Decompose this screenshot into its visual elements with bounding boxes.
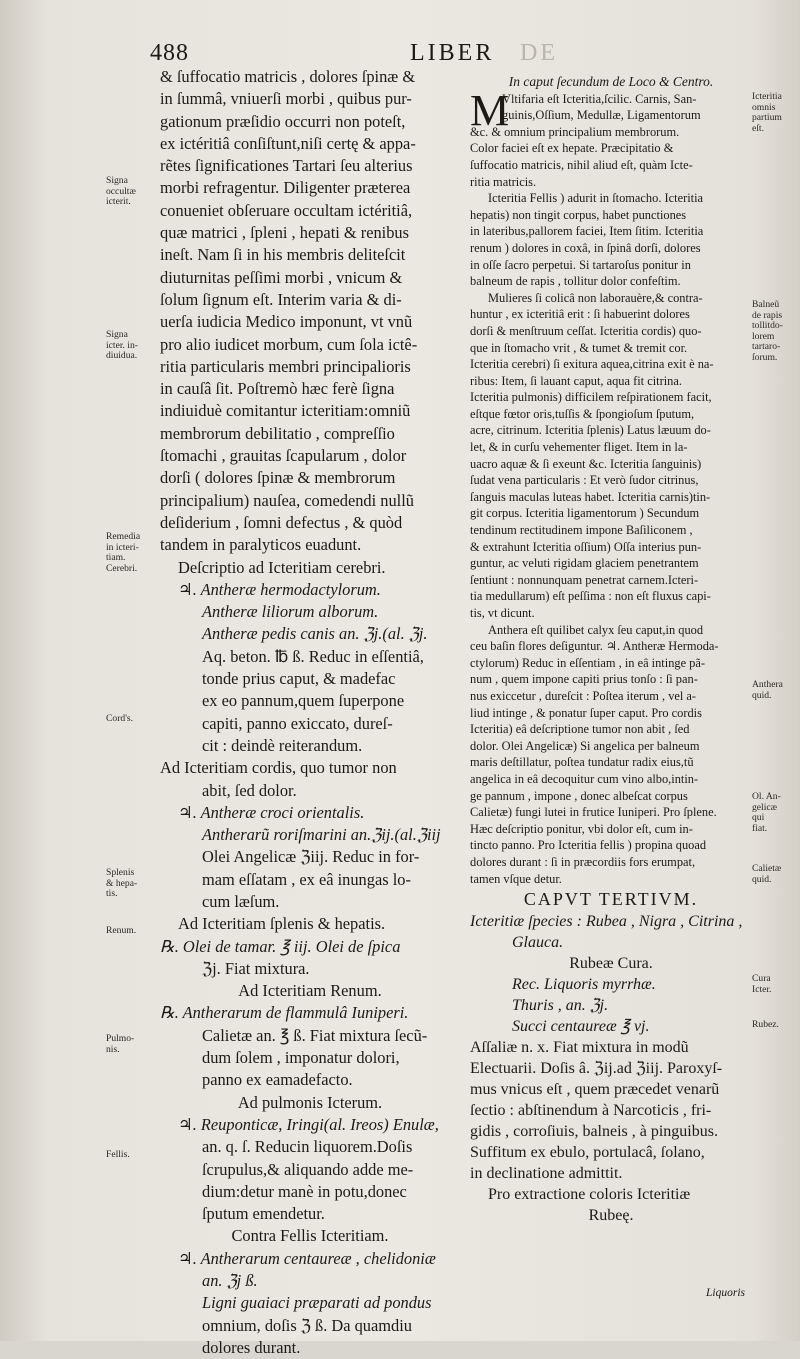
margin-note-line: Calietæ <box>752 863 782 874</box>
margin-note-line: Fellis. <box>106 1149 130 1160</box>
text-line: ſentiunt : nonnunquam penetrat carnem.Icteri- <box>470 572 699 587</box>
text-line: dolores durant. <box>202 1337 301 1357</box>
text-line: tincto panno. Pro Icteritia fellis ) propina quoad <box>470 838 707 853</box>
text-line: deſiderium , ſomni defectus , & quòd <box>160 512 403 532</box>
text-line: & extrahunt Icteritia oſſium) Oſſa interius pun- <box>470 539 702 554</box>
margin-note-line: omnis <box>752 101 776 113</box>
text-line: uacro aquæ & ſi exeunt &c. Icteritia ſanguinis) <box>470 456 702 471</box>
text-line: Antheræ liliorum alborum. <box>202 602 379 622</box>
text-line: ex eo pannum,quem ſuperpone <box>202 691 405 711</box>
text-line: ceu baſin flores deſiguntur. ♃. Antheræ Hermoda- <box>470 639 719 654</box>
text-line: Deſcriptio ad Icteritiam cerebri. <box>178 557 386 577</box>
text-line: dolor. Olei Angelicæ) Si angelica per balneum <box>470 738 700 753</box>
margin-note-line: tiam. <box>106 552 126 563</box>
margin-note-line: Cord's. <box>106 713 134 724</box>
text-line: maris deſtillatur, poſtea tundatur radix eius,tũ <box>470 755 694 770</box>
text-line: Calietæ) fungi lutei in frutice Iuniperi. Pro ſplene. <box>470 805 717 820</box>
page-number: 488 <box>150 40 189 66</box>
text-line: in oſſe ſacro perpetui. Si tartaroſus ponitur in <box>470 257 691 272</box>
text-line: Electuarii. Doſis â. ℨij.ad ℨiij. Paroxyſ- <box>470 1060 723 1078</box>
text-line: cum læſum. <box>202 891 280 911</box>
margin-note <box>752 792 798 834</box>
margin-note-line: Cerebri. <box>106 562 138 574</box>
margin-note <box>106 1034 156 1055</box>
text-line: eſtque fœtor oris,tuſſis & ſpongioſum ſputum, <box>470 406 695 421</box>
margin-note-line: quid. <box>752 689 772 701</box>
margin-note-line: Rubez. <box>752 1019 779 1030</box>
text-line: uerſa iudicia Medico imponunt, vt vnũ <box>160 312 413 332</box>
margin-note-line: Splenis <box>106 867 135 878</box>
text-line: Aſſaliæ n. x. Fiat mixtura in modũ <box>470 1039 689 1057</box>
margin-note-line: partium <box>752 112 782 123</box>
text-line: Rubeę. <box>588 1207 634 1225</box>
text-line: dium:detur manè in potu,donec <box>202 1181 407 1201</box>
margin-note-line: Icter. <box>752 983 772 995</box>
text-line: Vltifaria eſt Icteritia,ſcilic. Carnis, San- <box>502 91 697 106</box>
margin-note <box>752 92 798 134</box>
margin-note <box>106 714 156 725</box>
text-line: ℞. Olei de tamar. ℥ iij. Olei de ſpica <box>160 936 401 956</box>
margin-note-line: Balneũ <box>752 299 780 310</box>
text-line: rẽtes ſignificationes Tartari ſeu alterius <box>160 156 413 176</box>
text-line: an. ℨj ß. <box>202 1271 258 1291</box>
text-line: que in ſtomacho vrit , & tumet & tremit cor. <box>470 340 688 355</box>
text-line: gationum præſidio occurri non poteſt, <box>160 111 406 131</box>
margin-note-line: tartaro- <box>752 341 781 352</box>
text-line: hepatis) non tingit corpus, habet punctiones <box>470 207 687 222</box>
text-line: tia medullarum) eſt peſſima : non eſt fluxus capi- <box>470 589 711 604</box>
text-line: Icteritiæ ſpecies : Rubea , Nigra , Citrina , <box>470 913 743 931</box>
text-line: ctylorum) Reduc in eſſentiam , in eâ intinge pã- <box>470 655 706 670</box>
margin-note <box>752 680 798 701</box>
text-line: acre, citrinum. Icteritia ſplenis) Latus læuum do- <box>470 423 711 438</box>
text-line: Rubeæ Cura. <box>569 955 653 973</box>
text-line: Contra Fellis Icteritiam. <box>231 1226 389 1246</box>
margin-note-line: Signa <box>106 329 128 340</box>
margin-note-line: Signa <box>106 175 128 186</box>
text-line: Antherarũ roriſmarini an.ℨij.(al.ℨiij <box>202 825 441 845</box>
text-line: capiti, panno exiccato, dureſ- <box>202 713 393 733</box>
text-line: principalium) nauſea, comedendi nullũ <box>160 490 414 510</box>
margin-note-line: Anthera <box>752 679 783 690</box>
text-line: ♃. Antherarum centaureæ , chelidoniæ <box>178 1248 436 1268</box>
text-line: ribus: Item, ſi lauant caput, aqua fit citrina. <box>470 373 682 388</box>
text-line: ♃. Antheræ croci orientalis. <box>178 802 365 822</box>
text-line: ſuffocatio matricis, nihil aliud eſt, quàm Icte- <box>470 157 693 172</box>
margin-note <box>106 176 156 208</box>
margin-note-line: in icteri- <box>106 541 139 553</box>
text-line: Antheræ pedis canis an. ℨj.(al. ℨj. <box>202 624 428 644</box>
text-line: ſolum ſignum eſt. Interim varia & di- <box>160 289 402 309</box>
text-line: in ſummâ, vniuerſi morbi , quibus pur- <box>160 89 412 109</box>
margin-note-line: Icteritia <box>752 91 782 102</box>
margin-note-line: Renum. <box>106 925 137 936</box>
text-line: ritia matricis. <box>470 174 537 189</box>
text-line: diuturnitas peſſimi morbi , vnicum & <box>160 267 403 287</box>
text-line: ſanguis maculas luteas habet. Icteritia carnis)tin- <box>470 489 711 504</box>
text-line: Aq. beton. ℔ ß. Reduc in eſſentiâ, <box>202 646 424 666</box>
margin-note <box>106 926 156 937</box>
margin-note-line: occultæ <box>106 185 136 197</box>
text-line: Icteritia Fellis ) adurit in ſtomacho. Icteritia <box>488 191 704 206</box>
text-line: dolores durant : ſi in præcordiis fors erumpat, <box>470 854 696 869</box>
margin-note <box>106 330 156 362</box>
text-line: Succi centaureæ ℥ vj. <box>512 1018 650 1036</box>
text-line: Calietæ an. ℥ ß. Fiat mixtura ſecũ- <box>202 1025 428 1045</box>
text-line: an. q. ſ. Reducin liquorem.Doſis <box>202 1137 413 1157</box>
text-line: membrorum debilitatio , compreſſio <box>160 423 395 443</box>
margin-note-line: tollitdo- <box>752 320 783 331</box>
text-line: Icteritia) eâ deſcriptione tumor non abit , ſed <box>470 722 690 737</box>
margin-note-line: lorem <box>752 330 775 342</box>
text-line: Icteritia cerebri) ſi exitura aquea,citrina exit è na- <box>470 357 714 372</box>
margin-note-line: Pulmo- <box>106 1033 135 1044</box>
text-line: angelica in eâ decoquitur cum vino albo,intin- <box>470 771 699 786</box>
text-line: mus vnicus eſt , quem præcedet venarũ <box>470 1081 720 1099</box>
text-line: Glauca. <box>512 934 564 952</box>
text-line: ſputum emendetur. <box>202 1204 325 1224</box>
margin-note-line: tis. <box>106 888 118 899</box>
text-line: ♃. Antheræ hermodactylorum. <box>178 579 381 599</box>
text-line: Ad Icteritiam cordis, quo tumor non <box>160 758 397 778</box>
text-line: ge pannum , impone , donec albeſcat corpus <box>470 788 688 803</box>
margin-note-line: Cura <box>752 973 771 984</box>
chapter-heading: CAPVT TERTIVM. <box>523 889 699 910</box>
margin-note-line: icterit. <box>106 196 131 207</box>
text-line: Thuris , an. ℨj. <box>512 997 609 1015</box>
margin-note <box>752 1020 798 1031</box>
margin-note <box>106 1150 156 1161</box>
text-line: dorſi ( dolores ſpinæ & membrorum <box>160 468 396 488</box>
running-head: LIBER <box>410 40 495 66</box>
commentary-body <box>470 85 752 888</box>
margin-note-line: Remedia <box>106 531 141 542</box>
bleed-through-head: DE <box>520 40 558 66</box>
text-line: Pro extractione coloris Icteritiæ <box>488 1186 691 1204</box>
chapter-commentary-heading: In caput ſecundum de Loco & Centro. <box>508 74 714 89</box>
chapter-three-body <box>470 911 752 1226</box>
text-line: panno ex eamadefacto. <box>202 1070 353 1090</box>
text-line: gidis , corroſiuis, balneis , à pinguibus. <box>470 1123 718 1141</box>
text-line: ſtomachi , grauitas ſcapularum , dolor <box>160 446 407 466</box>
text-line: ℨj. Fiat mixtura. <box>202 958 310 978</box>
text-line: renum ) dolores in coxâ, in ſpinâ dorſi, dolores <box>470 240 701 255</box>
text-line: mam eſſatam , ex eâ inungas lo- <box>202 869 411 889</box>
margin-note <box>106 868 156 900</box>
margin-note-line: ſorum. <box>752 351 778 363</box>
text-line: tandem in paralyticos euadunt. <box>160 535 362 555</box>
text-line: ſectio : abſtinendum à Narcoticis , fri- <box>470 1102 712 1120</box>
margin-note-line: eſt. <box>752 122 764 134</box>
text-line: Olei Angelicæ ℨiij. Reduc in for- <box>202 847 420 867</box>
text-line: & ſuffocatio matricis , dolores ſpinæ & <box>160 67 416 86</box>
text-line: tendinum rectitudinem impone Baſiliconem , <box>470 523 693 538</box>
text-line: abit, ſed dolor. <box>202 780 297 800</box>
text-line: huntur , ex icteritiâ erit : ſi habuerint dolores <box>470 307 690 322</box>
text-line: &c. & omnium principalium membrorum. <box>470 124 680 139</box>
margin-note <box>106 532 156 574</box>
text-line: Ligni guaiaci præparati ad pondus <box>202 1293 432 1313</box>
text-line: Suffitum ex ebulo, portulacâ, ſolano, <box>470 1144 705 1162</box>
text-line: ♃. Reuponticæ, Iringi(al. Ireos) Enulæ, <box>178 1114 439 1134</box>
margin-note-line: nis. <box>106 1043 120 1055</box>
right-text-column <box>470 74 752 1226</box>
text-line: ſcrupulus,& aliquando adde me- <box>202 1159 414 1179</box>
text-line: ſudat vena particularis : Et verò ſudor citrinus, <box>470 473 699 488</box>
text-line: Color faciei eſt ex hepate. Præcipitatio & <box>470 141 674 156</box>
text-line: ex ictéritiâ conſiſtunt,niſi certę & appa- <box>160 133 416 153</box>
margin-note-line: icter. in- <box>106 339 138 351</box>
text-line: in declinatione admittit. <box>470 1165 623 1183</box>
text-line: Mulieres ſi colicâ non laborauère,& contra- <box>488 290 703 305</box>
text-line: liud intinge , & ponatur ſuper caput. Pro cordis <box>470 705 702 720</box>
drop-cap: M <box>470 85 510 135</box>
text-line: dorſi & menſtruum ceſſat. Icteritia cordis) quo- <box>470 323 702 338</box>
margin-note-line: quid. <box>752 873 772 885</box>
text-line: Ad Icteritiam Renum. <box>238 981 382 1001</box>
margin-note-line: & hepa- <box>106 877 138 889</box>
text-line: tamen vſque detur. <box>470 871 562 886</box>
margin-note-line: de rapis <box>752 309 783 321</box>
text-line: pro alio iudicet morbum, cum ſola ictê- <box>160 334 418 354</box>
text-line: num , quem impone capiti prius tonſo : ſi pan- <box>470 672 698 687</box>
left-text-column <box>160 66 460 1359</box>
text-line: Rec. Liquoris myrrhæ. <box>512 976 656 994</box>
text-line: morbi refragentur. Diligenter præterea <box>160 178 411 198</box>
margin-note-line: diuidua. <box>106 350 138 361</box>
text-line: Icteritia pulmonis) difficilem reſpirationem facit, <box>470 390 712 405</box>
text-line: cit : deindè reiterandum. <box>202 735 363 755</box>
text-line: guntur, ac veluti rigidam glaciem penetrantem <box>470 556 699 571</box>
text-line: balneum de rapis , tollitur dolor confeſtim. <box>470 274 681 289</box>
text-line: ritia particularis membri principalioris <box>160 356 411 376</box>
margin-note-line: qui <box>752 812 765 823</box>
text-line: omnium, doſis ℨ ß. Da quamdiu <box>202 1315 412 1335</box>
text-line: quæ matrici , ſpleni , hepati & renibus <box>160 223 409 243</box>
text-line: dum ſolem , imponatur dolori, <box>202 1048 400 1068</box>
text-line: Anthera eſt quilibet calyx ſeu caput,in quod <box>488 622 704 637</box>
text-line: tonde prius caput, & madefac <box>202 669 396 689</box>
margin-note-line: Ol. An- <box>752 791 781 802</box>
text-line: in lateribus,pallorem faciei, Item ſitim. Icteritia <box>470 224 704 239</box>
text-line: conueniet obſeruare occultam ictéritiâ, <box>160 200 413 220</box>
catchword: Liquoris <box>706 1287 745 1299</box>
text-line: guinis,Oſſium, Medullæ, Ligamentorum <box>502 108 701 123</box>
text-line: indiuiduè comitantur icteritiam:omniũ <box>160 401 411 421</box>
margin-note-line: fiat. <box>752 822 768 834</box>
text-line: let, & in curſu vehementer fliget. Item in la- <box>470 440 688 455</box>
margin-note <box>752 300 798 363</box>
margin-note <box>752 864 798 885</box>
text-line: Hæc deſcriptio ponitur, vbi dolor eſt, cum in- <box>470 821 693 836</box>
text-line: ℞. Antherarum de flammulâ Iuniperi. <box>160 1003 409 1023</box>
margin-note <box>752 974 798 995</box>
text-line: ineſt. Nam ſi in his membris deliteſcit <box>160 245 406 265</box>
margin-note-line: gelicæ <box>752 801 778 813</box>
text-line: Ad pulmonis Icterum. <box>237 1092 383 1112</box>
text-line: Ad Icteritiam ſplenis & hepatis. <box>178 914 386 934</box>
text-line: nus exiccetur , dureſcit : Poſtea iterum , vel a- <box>470 688 697 703</box>
text-line: in cauſâ ſit. Poſtremò hæc ferè ſigna <box>160 379 395 399</box>
text-line: tis, vt dicunt. <box>470 606 535 620</box>
text-line: git corpus. Icteritia ligamentorum ) Secundum <box>470 506 700 521</box>
